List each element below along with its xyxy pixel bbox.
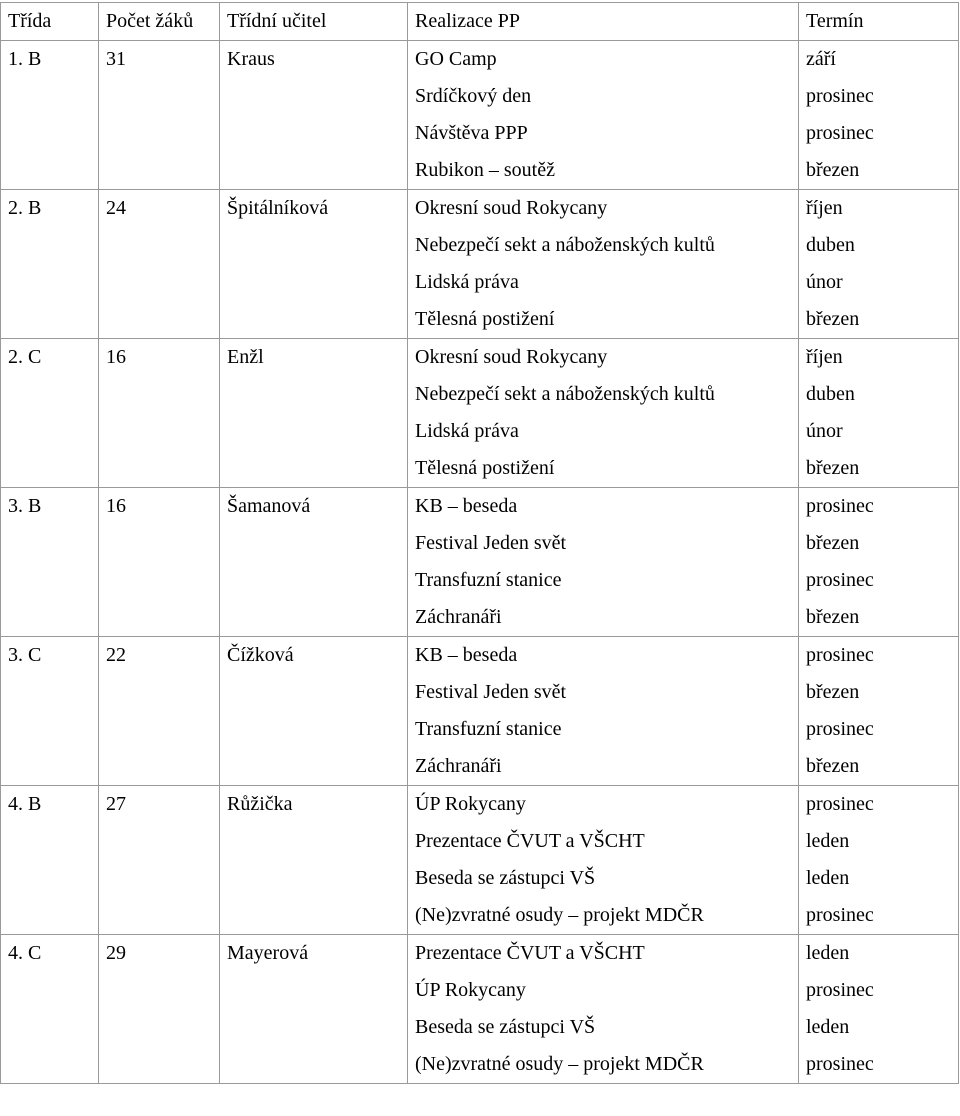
term-cell: březen bbox=[799, 152, 959, 190]
table-row bbox=[1, 1009, 959, 1046]
term-cell: únor bbox=[799, 264, 959, 301]
student-count-cell bbox=[99, 525, 220, 562]
teacher-cell: Mayerová bbox=[220, 935, 408, 973]
table-row bbox=[1, 562, 959, 599]
class-cell bbox=[1, 1046, 99, 1084]
student-count-cell bbox=[99, 413, 220, 450]
term-cell: prosinec bbox=[799, 637, 959, 675]
table-body bbox=[1, 41, 959, 1084]
term-cell: leden bbox=[799, 1009, 959, 1046]
teacher-cell bbox=[220, 227, 408, 264]
term-cell: prosinec bbox=[799, 78, 959, 115]
term-cell: duben bbox=[799, 376, 959, 413]
term-cell: říjen bbox=[799, 190, 959, 228]
activity-cell: Rubikon – soutěž bbox=[408, 152, 799, 190]
teacher-cell bbox=[220, 152, 408, 190]
header-realizace-pp: Realizace PP bbox=[408, 3, 799, 41]
teacher-cell bbox=[220, 711, 408, 748]
class-cell bbox=[1, 972, 99, 1009]
student-count-cell bbox=[99, 115, 220, 152]
class-cell: 2. C bbox=[1, 339, 99, 377]
student-count-cell bbox=[99, 301, 220, 339]
teacher-cell bbox=[220, 413, 408, 450]
class-cell bbox=[1, 860, 99, 897]
table-row bbox=[1, 450, 959, 488]
term-cell: březen bbox=[799, 748, 959, 786]
teacher-cell bbox=[220, 78, 408, 115]
class-cell bbox=[1, 301, 99, 339]
table-row bbox=[1, 488, 959, 526]
student-count-cell: 24 bbox=[99, 190, 220, 228]
teacher-cell bbox=[220, 301, 408, 339]
student-count-cell bbox=[99, 376, 220, 413]
term-cell: duben bbox=[799, 227, 959, 264]
activity-cell: GO Camp bbox=[408, 41, 799, 79]
table-row bbox=[1, 376, 959, 413]
table-row bbox=[1, 339, 959, 377]
term-cell: prosinec bbox=[799, 711, 959, 748]
table-row bbox=[1, 748, 959, 786]
student-count-cell bbox=[99, 1046, 220, 1084]
class-cell bbox=[1, 1009, 99, 1046]
student-count-cell: 16 bbox=[99, 488, 220, 526]
table-row bbox=[1, 637, 959, 675]
activity-cell: (Ne)zvratné osudy – projekt MDČR bbox=[408, 1046, 799, 1084]
teacher-cell bbox=[220, 115, 408, 152]
teacher-cell: Čížková bbox=[220, 637, 408, 675]
student-count-cell bbox=[99, 711, 220, 748]
table-row bbox=[1, 413, 959, 450]
activity-cell: KB – beseda bbox=[408, 637, 799, 675]
student-count-cell bbox=[99, 674, 220, 711]
term-cell: prosinec bbox=[799, 786, 959, 824]
table-row bbox=[1, 41, 959, 79]
teacher-cell bbox=[220, 1046, 408, 1084]
teacher-cell bbox=[220, 897, 408, 935]
teacher-cell bbox=[220, 562, 408, 599]
class-cell bbox=[1, 599, 99, 637]
activity-cell: KB – beseda bbox=[408, 488, 799, 526]
activity-cell: Záchranáři bbox=[408, 748, 799, 786]
student-count-cell bbox=[99, 748, 220, 786]
activity-cell: Beseda se zástupci VŠ bbox=[408, 860, 799, 897]
table-row bbox=[1, 264, 959, 301]
term-cell: prosinec bbox=[799, 972, 959, 1009]
activity-cell: Prezentace ČVUT a VŠCHT bbox=[408, 823, 799, 860]
term-cell: září bbox=[799, 41, 959, 79]
activity-cell: Nebezpečí sekt a náboženských kultů bbox=[408, 376, 799, 413]
activity-cell: Tělesná postižení bbox=[408, 450, 799, 488]
teacher-cell bbox=[220, 376, 408, 413]
teacher-cell bbox=[220, 1009, 408, 1046]
teacher-cell: Šamanová bbox=[220, 488, 408, 526]
term-cell: březen bbox=[799, 525, 959, 562]
student-count-cell bbox=[99, 264, 220, 301]
term-cell: leden bbox=[799, 860, 959, 897]
teacher-cell: Enžl bbox=[220, 339, 408, 377]
term-cell: březen bbox=[799, 674, 959, 711]
class-cell bbox=[1, 413, 99, 450]
class-cell: 3. B bbox=[1, 488, 99, 526]
class-cell bbox=[1, 227, 99, 264]
teacher-cell bbox=[220, 450, 408, 488]
table-row bbox=[1, 786, 959, 824]
activity-cell: Okresní soud Rokycany bbox=[408, 190, 799, 228]
student-count-cell bbox=[99, 1009, 220, 1046]
table-row bbox=[1, 860, 959, 897]
teacher-cell bbox=[220, 860, 408, 897]
term-cell: březen bbox=[799, 301, 959, 339]
class-cell bbox=[1, 562, 99, 599]
teacher-cell bbox=[220, 525, 408, 562]
activity-cell: Návštěva PPP bbox=[408, 115, 799, 152]
term-cell: říjen bbox=[799, 339, 959, 377]
class-cell bbox=[1, 823, 99, 860]
class-cell: 3. C bbox=[1, 637, 99, 675]
term-cell: únor bbox=[799, 413, 959, 450]
class-cell bbox=[1, 78, 99, 115]
header-tridni-ucitel: Třídní učitel bbox=[220, 3, 408, 41]
student-count-cell: 16 bbox=[99, 339, 220, 377]
header-pocet-zaku: Počet žáků bbox=[99, 3, 220, 41]
student-count-cell bbox=[99, 78, 220, 115]
activity-cell: Prezentace ČVUT a VŠCHT bbox=[408, 935, 799, 973]
student-count-cell bbox=[99, 823, 220, 860]
teacher-cell bbox=[220, 264, 408, 301]
class-cell: 4. B bbox=[1, 786, 99, 824]
student-count-cell bbox=[99, 227, 220, 264]
activity-cell: ÚP Rokycany bbox=[408, 786, 799, 824]
term-cell: březen bbox=[799, 450, 959, 488]
table-row bbox=[1, 301, 959, 339]
activity-cell: Záchranáři bbox=[408, 599, 799, 637]
activity-cell: Festival Jeden svět bbox=[408, 674, 799, 711]
teacher-cell: Kraus bbox=[220, 41, 408, 79]
teacher-cell bbox=[220, 599, 408, 637]
term-cell: prosinec bbox=[799, 897, 959, 935]
student-count-cell: 22 bbox=[99, 637, 220, 675]
activity-cell: Okresní soud Rokycany bbox=[408, 339, 799, 377]
student-count-cell bbox=[99, 152, 220, 190]
table-row bbox=[1, 190, 959, 228]
teacher-cell: Špitálníková bbox=[220, 190, 408, 228]
class-cell bbox=[1, 264, 99, 301]
activity-cell: Nebezpečí sekt a náboženských kultů bbox=[408, 227, 799, 264]
table-row bbox=[1, 674, 959, 711]
table-row bbox=[1, 823, 959, 860]
class-cell bbox=[1, 674, 99, 711]
activity-cell: Festival Jeden svět bbox=[408, 525, 799, 562]
class-cell bbox=[1, 152, 99, 190]
student-count-cell bbox=[99, 599, 220, 637]
table-row bbox=[1, 115, 959, 152]
class-cell bbox=[1, 748, 99, 786]
term-cell: leden bbox=[799, 823, 959, 860]
student-count-cell: 29 bbox=[99, 935, 220, 973]
activity-cell: Tělesná postižení bbox=[408, 301, 799, 339]
prevention-plan-table bbox=[0, 2, 959, 1084]
term-cell: prosinec bbox=[799, 1046, 959, 1084]
class-cell bbox=[1, 525, 99, 562]
activity-cell: Beseda se zástupci VŠ bbox=[408, 1009, 799, 1046]
table-row bbox=[1, 897, 959, 935]
class-cell: 1. B bbox=[1, 41, 99, 79]
class-cell bbox=[1, 711, 99, 748]
student-count-cell: 31 bbox=[99, 41, 220, 79]
teacher-cell bbox=[220, 674, 408, 711]
table-row bbox=[1, 1046, 959, 1084]
student-count-cell: 27 bbox=[99, 786, 220, 824]
activity-cell: Transfuzní stanice bbox=[408, 711, 799, 748]
table-row bbox=[1, 711, 959, 748]
term-cell: leden bbox=[799, 935, 959, 973]
term-cell: prosinec bbox=[799, 115, 959, 152]
term-cell: březen bbox=[799, 599, 959, 637]
table-row bbox=[1, 78, 959, 115]
teacher-cell bbox=[220, 823, 408, 860]
term-cell: prosinec bbox=[799, 562, 959, 599]
teacher-cell bbox=[220, 748, 408, 786]
class-cell bbox=[1, 897, 99, 935]
table-row bbox=[1, 152, 959, 190]
class-cell bbox=[1, 376, 99, 413]
class-cell bbox=[1, 450, 99, 488]
table-row bbox=[1, 935, 959, 973]
teacher-cell bbox=[220, 972, 408, 1009]
activity-cell: Lidská práva bbox=[408, 264, 799, 301]
student-count-cell bbox=[99, 562, 220, 599]
table-row bbox=[1, 525, 959, 562]
student-count-cell bbox=[99, 450, 220, 488]
activity-cell: Transfuzní stanice bbox=[408, 562, 799, 599]
activity-cell: (Ne)zvratné osudy – projekt MDČR bbox=[408, 897, 799, 935]
teacher-cell: Růžička bbox=[220, 786, 408, 824]
table-row bbox=[1, 227, 959, 264]
table-row bbox=[1, 599, 959, 637]
header-termin: Termín bbox=[799, 3, 959, 41]
class-cell: 4. C bbox=[1, 935, 99, 973]
class-cell: 2. B bbox=[1, 190, 99, 228]
class-cell bbox=[1, 115, 99, 152]
student-count-cell bbox=[99, 860, 220, 897]
table-row bbox=[1, 972, 959, 1009]
header-trida: Třída bbox=[1, 3, 99, 41]
student-count-cell bbox=[99, 897, 220, 935]
header-row bbox=[1, 3, 959, 41]
activity-cell: Lidská práva bbox=[408, 413, 799, 450]
student-count-cell bbox=[99, 972, 220, 1009]
term-cell: prosinec bbox=[799, 488, 959, 526]
activity-cell: Srdíčkový den bbox=[408, 78, 799, 115]
activity-cell: ÚP Rokycany bbox=[408, 972, 799, 1009]
